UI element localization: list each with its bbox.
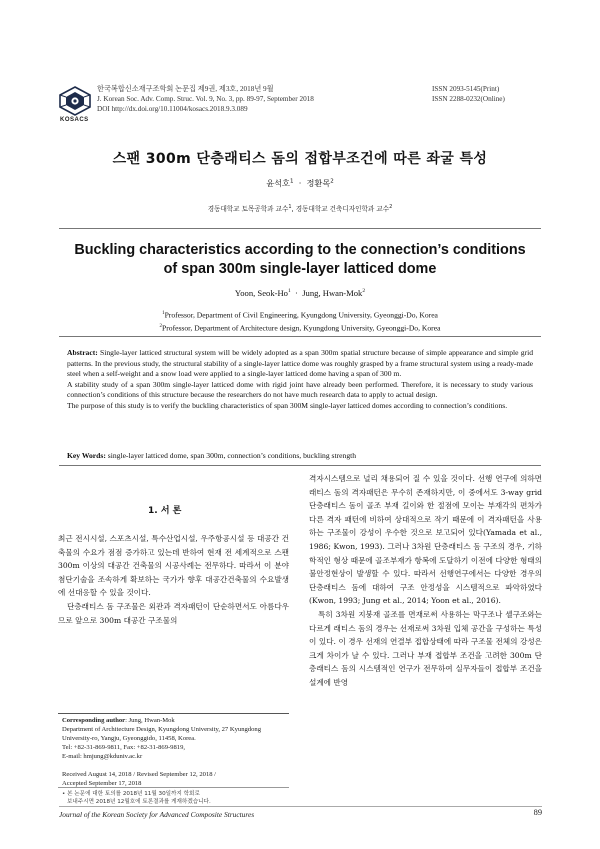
author-sep: · [298,178,302,188]
note-line2: 보내주시면 2018년 12월호에 토론결과를 게재하겠습니다. [67,799,211,805]
affiliation-en [0,308,600,333]
kosacs-logo-icon [58,86,92,116]
corresponding-phone: Tel: +82-31-869-9811, Fax: +82-31-869-9819, [62,744,186,751]
abstract [67,348,533,412]
journal-citation [97,84,314,114]
keywords-label: Key Words: [67,451,106,460]
note-line1: • 본 논문에 대한 토의를 2018년 11월 30일까지 학회로 [62,791,200,797]
intro-paragraph-2: 단층래티스 돔 구조물은 외관과 격자패턴이 단순하면서도 아름다우므로 앞으로 300m 대공간 구조물의 [58,601,289,625]
left-column [58,532,289,627]
corresponding-address: Department of Architecture Design, Kyungdong University, 27 Kyungdong University-ro, Yangju, Gyeonggido, 11458, Korea. [62,726,261,742]
logo-text: KOSACS [60,117,89,123]
note-divider [58,787,289,788]
affiliation-ko-sup1: 1 [288,203,292,210]
divider-abstract-bottom [59,465,541,466]
issn-online: ISSN 2288-0232(Online) [432,95,505,103]
issn-print: ISSN 2093-5145(Print) [432,85,500,93]
paper-title-en [0,241,600,279]
abstract-p1-text: Single-layer latticed structural system will be widely adopted as a span 300m spatial structure because of simple appearance and simple grid patterns. In the previous study, the structural stability of a single-layer lattice dome was roughly grasped by a frame structural system using a ready-made steel when a self-weight and a snow load were applied to a single-layer latticed dome having a span of 300 m. [67,348,533,379]
affiliation-ko-2: , 경동대학교 건축디자인학과 교수 [291,205,390,213]
corresponding-label: Corresponding author [62,717,126,724]
abstract-p1 [67,348,533,380]
author-1-en-sup: 1 [287,288,291,295]
paper-title-ko: 스팬 300m 단층래티스 돔의 접합부조건에 따른 좌굴 특성 [112,151,488,167]
discussion-note [62,790,290,806]
corresponding-divider [58,713,289,714]
author-1-ko: 윤석호 [266,178,290,188]
affiliation-en-text1: Professor, Department of Civil Engineering, Kyungdong University, Gyeonggi-Do, Korea [164,310,438,320]
authors-en [0,288,600,298]
affiliation-ko [0,203,600,213]
corresponding-author [62,716,290,761]
intro-paragraph-1: 최근 전시시설, 스포츠시설, 특수산업시설, 우주항공시설 등 대공간 건축물의 수요가 점점 증가하고 있는데 반하여 현재 전 세계적으로 스팬 300m 이상의 대공간 건축물의 시공사례는 전무하다. 따라서 이 분야 첨단기술을 조속하게 확보하는 국가가 향후 대공간건축물의 수요발생에 선대응할 수 있을 것이다. [58,534,289,598]
affiliation-en-sup2: 2 [159,323,163,329]
footer-journal: Journal of the Korean Society for Advanced Composite Structures [59,810,255,819]
author-2-ko: 정환목 [306,178,331,188]
right-paragraph-1: 격자시스템으로 널리 채용되어 질 수 있을 것이다. 선행 연구에 의하면 래티스 돔의 격자패턴은 무수히 존재하지만, 이 중에서도 3-way grid 단층래티스 돔이 골조 부재 길이와 한 절점에 모이는 부재각의 편차가 다른 격자 패턴에 비하여 상대적으로 작기 때문에 이 격자패턴을 사용하는 구조물이 강성이 우수한 것으로 보고되어 있다(Yamada et al., 1986; Kwon, 1993). 그러나 3차원 단층래티스 돔 구조의 경우, 기하학적인 형상 때문에 골조부재가 항복에 도달하기 이전에 다양한 형태의 불안정현상이 발생할 수 있다. 따라서 선행연구에서는 다양한 경우의 단층래티스 돔에 대하여 구조 안정성을 시스템적으로 파악하였다(Kwon, 1993; Jung et al., 2014; Yoon et al., 2016). [309,474,542,606]
affiliation-en-line2 [0,321,600,334]
paper-title-en-line1: Buckling characteristics according to the connection’s conditions [74,242,526,258]
author-1-en: Yoon, Seok-Ho [234,288,288,298]
issn-block [432,84,542,104]
page-number: 89 [533,808,542,817]
keywords-text: single-layer latticed dome, span 300m, connection’s conditions, buckling strength [107,451,357,460]
author-2-en-sup: 2 [362,288,366,295]
author-2-sup: 2 [330,178,334,185]
footer-divider [59,806,542,807]
journal-name-en: J. Korean Soc. Adv. Comp. Struc. Vol. 9, No. 3, pp. 89-97, September 2018 [97,95,314,103]
keywords [67,451,533,462]
abstract-p2: A stability study of a span 300m single-layer latticed dome with rigid joint have already been performed. Therefore, it is necessary to study various connection’s conditions of this structure because the researchers do not have much research data to apply to actual design. [67,379,533,400]
journal-name-ko: 한국복합신소재구조학회 논문집 제9권, 제3호, 2018년 9월 [97,85,274,93]
received-dates [62,770,290,788]
affiliation-en-line1 [0,308,600,321]
paper-title-en-line2: of span 300m single-layer latticed dome [163,261,437,277]
received-line1: Received August 14, 2018 / Revised September 12, 2018 / [62,771,217,778]
right-paragraph-2: 특히 3차원 지붕재 골조를 면재로써 사용하는 막구조나 셸구조와는 다르게 래티스 돔의 경우는 선재로써 3차원 입체 공간을 구성하는 특성이 있다. 이 경우 선재의 연결부 접합상태에 따라 구조물 전체의 강성은 크게 차이가 날 수 있다. 그러나 부재 접합부 조건을 고려한 300m 단층래티스 돔의 시스템적인 연구가 전무하여 실무자들이 접합부 조건을 설계에 반영 [309,609,542,687]
kosacs-logo [58,86,92,120]
author-1-sup: 1 [289,178,294,185]
corresponding-email[interactable]: E-mail: hmjung@kduniv.ac.kr [62,753,143,760]
divider-abstract-top [59,336,541,337]
affiliation-en-text2: Professor, Department of Architecture design, Kyungdong University, Gyeonggi-Do, Korea [162,323,441,333]
divider-top [59,228,541,229]
section-heading: 1. 서 론 [148,506,182,516]
abstract-p3: The purpose of this study is to verify the buckling characteristics of span 300M single-layer latticed domes according to connection’s conditions. [67,400,508,410]
affiliation-en-sup1: 1 [162,311,165,316]
author-en-sep: · [295,288,298,298]
right-column [309,472,542,690]
doi-link[interactable]: DOI http://dx.doi.org/10.11004/kosacs.2018.9.3.089 [97,105,248,113]
affiliation-ko-sup2: 2 [389,203,393,210]
affiliation-ko-1: 경동대학교 토목공학과 교수 [207,205,289,213]
corresponding-name: : Jung, Hwan-Mok [125,717,175,724]
authors-ko [0,178,600,189]
received-line2: Accepted September 17, 2018 [62,780,142,787]
abstract-label: Abstract: [67,348,98,357]
author-2-en: Jung, Hwan-Mok [302,288,363,298]
corresponding-head [62,716,290,725]
